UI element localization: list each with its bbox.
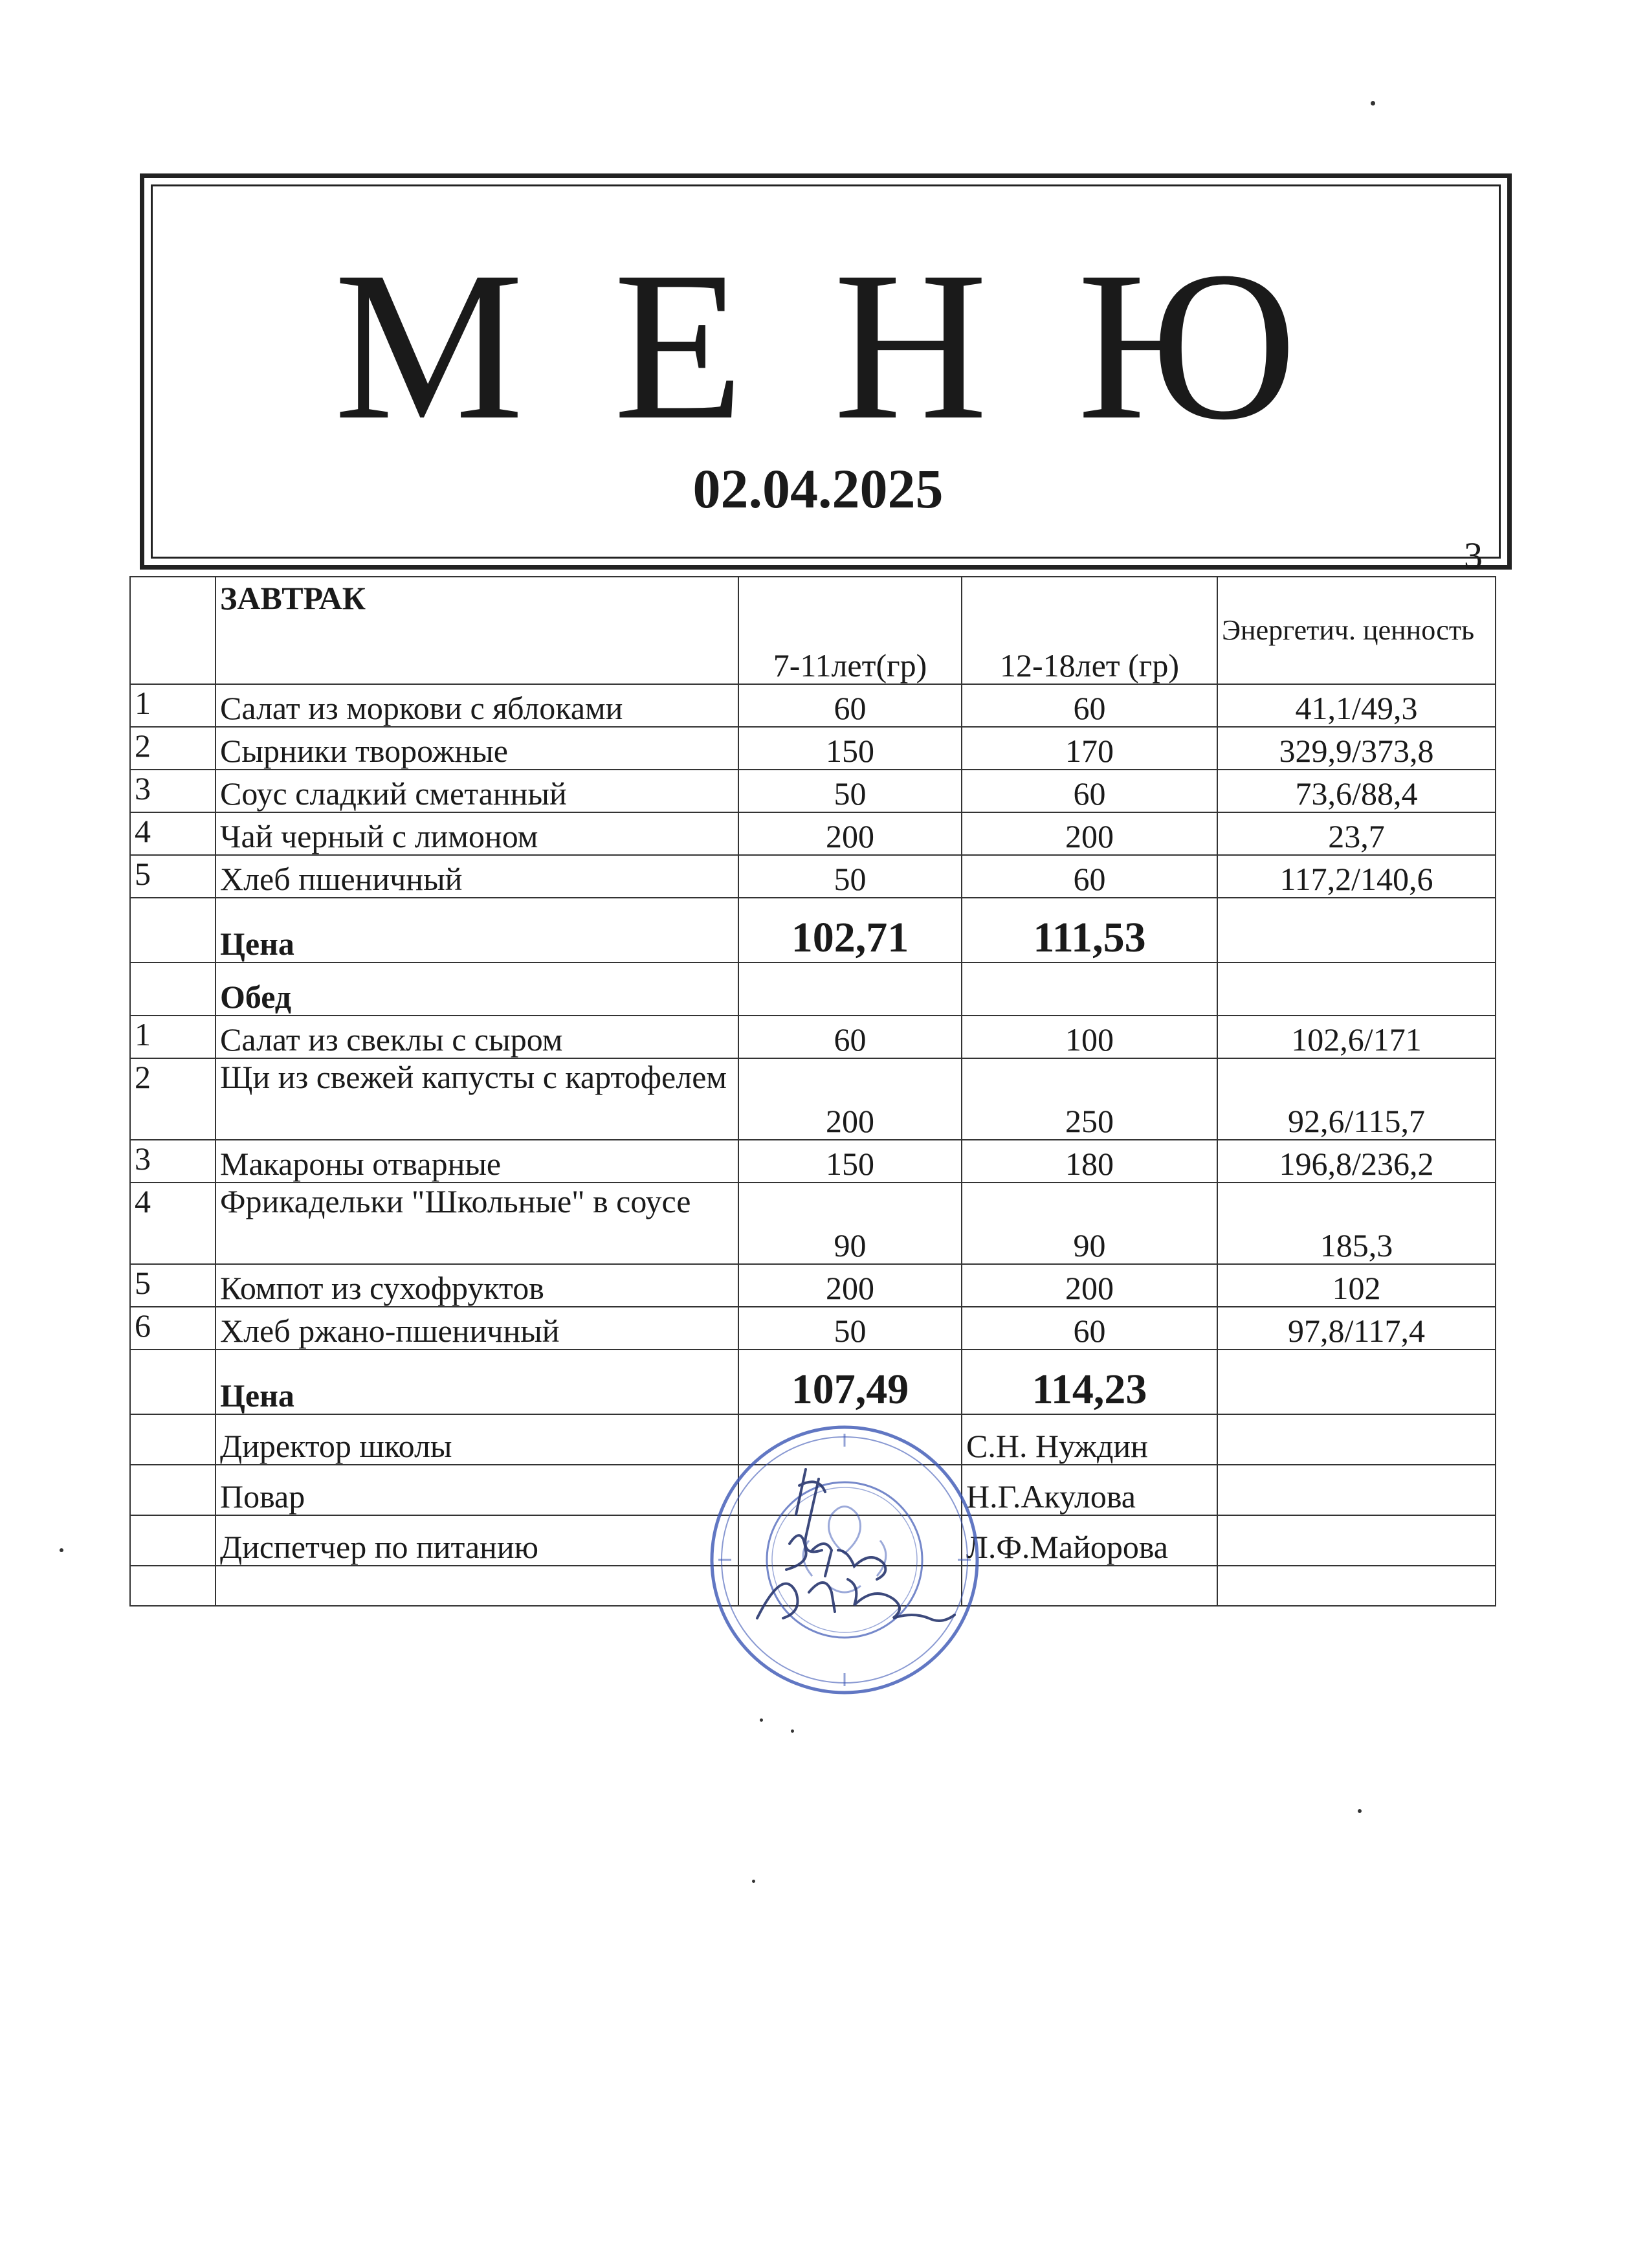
item-qty-7-11: 50 xyxy=(738,1307,962,1350)
item-number: 1 xyxy=(130,1016,216,1058)
item-number: 5 xyxy=(130,1264,216,1307)
signature-blank-cell xyxy=(1217,1465,1496,1515)
price-num-cell xyxy=(130,898,216,962)
item-qty-7-11: 90 xyxy=(738,1183,962,1264)
table-row xyxy=(130,812,1496,855)
item-energy: 23,7 xyxy=(1217,812,1496,855)
item-qty-7-11: 150 xyxy=(738,1140,962,1183)
item-qty-12-18: 90 xyxy=(962,1183,1217,1264)
signature-name: Л.Ф.Майорова xyxy=(962,1515,1217,1566)
menu-title: М Е Н Ю xyxy=(334,228,1302,464)
signature-role: Директор школы xyxy=(216,1414,738,1465)
item-name: Хлеб пшеничный xyxy=(216,855,738,898)
breakfast-header: ЗАВТРАК xyxy=(216,577,738,684)
item-name: Соус сладкий сметанный xyxy=(216,770,738,812)
table-row xyxy=(130,855,1496,898)
item-qty-12-18: 250 xyxy=(962,1058,1217,1140)
item-energy: 102,6/171 xyxy=(1217,1016,1496,1058)
item-name: Салат из свеклы с сыром xyxy=(216,1016,738,1058)
item-name: Щи из свежей капусты с картофелем xyxy=(216,1058,738,1140)
empty-cell xyxy=(1217,1566,1496,1606)
item-name: Хлеб ржано-пшеничный xyxy=(216,1307,738,1350)
signature-name: С.Н. Нуждин xyxy=(962,1414,1217,1465)
price-row xyxy=(130,1350,1496,1414)
item-qty-12-18: 60 xyxy=(962,855,1217,898)
item-energy: 185,3 xyxy=(1217,1183,1496,1264)
item-qty-12-18: 60 xyxy=(962,770,1217,812)
signature-name: Н.Г.Акулова xyxy=(962,1465,1217,1515)
signature-role: Диспетчер по питанию xyxy=(216,1515,738,1566)
item-name: Сырники творожные xyxy=(216,727,738,770)
header-age-7-11: 7-11лет(гр) xyxy=(738,577,962,684)
item-energy: 92,6/115,7 xyxy=(1217,1058,1496,1140)
signatures-handwritten xyxy=(744,1456,990,1651)
item-number: 4 xyxy=(130,1183,216,1264)
table-row xyxy=(130,1140,1496,1183)
item-energy: 196,8/236,2 xyxy=(1217,1140,1496,1183)
table-row xyxy=(130,684,1496,727)
item-name: Макароны отварные xyxy=(216,1140,738,1183)
price-label: Цена xyxy=(216,898,738,962)
item-qty-7-11: 50 xyxy=(738,855,962,898)
empty-cell xyxy=(216,1566,738,1606)
item-energy: 73,6/88,4 xyxy=(1217,770,1496,812)
price-energy-cell xyxy=(1217,1350,1496,1414)
item-qty-7-11: 200 xyxy=(738,1264,962,1307)
item-qty-12-18: 60 xyxy=(962,684,1217,727)
item-name: Фрикадельки "Школьные" в соусе xyxy=(216,1183,738,1264)
lunch-header: Обед xyxy=(216,962,738,1016)
signature-blank-cell xyxy=(1217,1515,1496,1566)
item-qty-7-11: 50 xyxy=(738,770,962,812)
item-qty-12-18: 180 xyxy=(962,1140,1217,1183)
item-qty-7-11: 200 xyxy=(738,812,962,855)
item-qty-12-18: 170 xyxy=(962,727,1217,770)
section-cell xyxy=(1217,962,1496,1016)
empty-cell xyxy=(130,1566,216,1606)
lunch-section-row xyxy=(130,962,1496,1016)
item-energy: 102 xyxy=(1217,1264,1496,1307)
section-cell xyxy=(962,962,1217,1016)
section-cell xyxy=(738,962,962,1016)
item-energy: 117,2/140,6 xyxy=(1217,855,1496,898)
signature-blank-cell xyxy=(1217,1414,1496,1465)
price-12-18: 111,53 xyxy=(962,898,1217,962)
section-num-cell xyxy=(130,962,216,1016)
table-row xyxy=(130,1058,1496,1140)
signature-num-cell xyxy=(130,1465,216,1515)
table-row xyxy=(130,770,1496,812)
item-qty-12-18: 100 xyxy=(962,1016,1217,1058)
item-energy: 97,8/117,4 xyxy=(1217,1307,1496,1350)
item-name: Чай черный с лимоном xyxy=(216,812,738,855)
price-energy-cell xyxy=(1217,898,1496,962)
header-age-12-18: 12-18лет (гр) xyxy=(962,577,1217,684)
item-number: 3 xyxy=(130,770,216,812)
item-qty-7-11: 150 xyxy=(738,727,962,770)
menu-date: 02.04.2025 xyxy=(692,458,944,520)
price-7-11: 107,49 xyxy=(738,1350,962,1414)
item-qty-7-11: 60 xyxy=(738,684,962,727)
table-row xyxy=(130,1016,1496,1058)
item-number: 1 xyxy=(130,684,216,727)
table-header-row xyxy=(130,577,1496,684)
item-name: Компот из сухофруктов xyxy=(216,1264,738,1307)
item-qty-7-11: 200 xyxy=(738,1058,962,1140)
price-num-cell xyxy=(130,1350,216,1414)
item-qty-7-11: 60 xyxy=(738,1016,962,1058)
table-row xyxy=(130,1183,1496,1264)
item-energy: 41,1/49,3 xyxy=(1217,684,1496,727)
item-number: 5 xyxy=(130,855,216,898)
signature-num-cell xyxy=(130,1515,216,1566)
signature-role: Повар xyxy=(216,1465,738,1515)
signature-num-cell xyxy=(130,1414,216,1465)
item-qty-12-18: 60 xyxy=(962,1307,1217,1350)
table-row xyxy=(130,1307,1496,1350)
table-row xyxy=(130,1264,1496,1307)
item-number: 3 xyxy=(130,1140,216,1183)
item-number: 6 xyxy=(130,1307,216,1350)
empty-cell xyxy=(962,1566,1217,1606)
item-energy: 329,9/373,8 xyxy=(1217,727,1496,770)
page-number: 3 xyxy=(1464,535,1483,577)
item-qty-12-18: 200 xyxy=(962,1264,1217,1307)
item-number: 4 xyxy=(130,812,216,855)
item-number: 2 xyxy=(130,1058,216,1140)
header-num-cell xyxy=(130,577,216,684)
header-energy: Энергетич. ценность xyxy=(1217,577,1496,684)
price-12-18: 114,23 xyxy=(962,1350,1217,1414)
item-number: 2 xyxy=(130,727,216,770)
item-qty-12-18: 200 xyxy=(962,812,1217,855)
item-name: Салат из моркови с яблоками xyxy=(216,684,738,727)
price-row xyxy=(130,898,1496,962)
table-row xyxy=(130,727,1496,770)
price-label: Цена xyxy=(216,1350,738,1414)
price-7-11: 102,71 xyxy=(738,898,962,962)
